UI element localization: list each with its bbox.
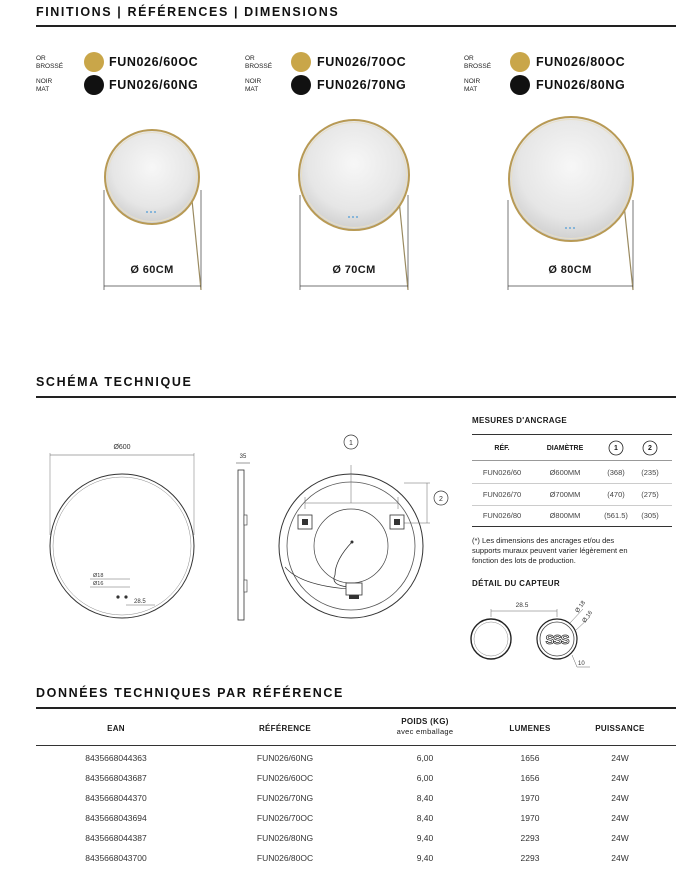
cell-lumenes: 1656 [520, 773, 540, 783]
diameter-80-label: Ø 80CM [548, 264, 592, 276]
anchor-cell-2: (275) [641, 490, 659, 499]
cell-ean: 8435668044387 [85, 833, 147, 843]
sensor-10-label: 10 [578, 661, 585, 667]
table-header-ean: EAN [107, 724, 125, 733]
gold-swatch [84, 52, 104, 72]
table-header-poids: POIDS (KG) avec emballage [396, 717, 454, 736]
cell-ean: 8435668043694 [85, 813, 147, 823]
cell-ean: 8435668043700 [85, 853, 147, 863]
cell-poids: 9,40 [416, 853, 434, 863]
gold-ref: FUN026/80OC [536, 55, 626, 69]
cell-puissance: 24W [611, 753, 629, 763]
gold-ref: FUN026/70OC [317, 55, 407, 69]
anchor-cell-diameter: Ø600MM [549, 468, 581, 477]
anchor-cell-diameter: Ø700MM [549, 490, 581, 499]
anchor-cell-ref: FUN026/70 [482, 490, 522, 499]
anchor-top-rule [472, 434, 672, 435]
sensor-d16-detail-label: Ø 16 [581, 610, 595, 625]
sensor-width-label: 28.5 [515, 602, 529, 609]
callout-1-label: 1 [349, 440, 353, 447]
sensor-detail-title: DÉTAIL DU CAPTEUR [472, 579, 560, 588]
gold-ref: FUN026/60OC [109, 55, 199, 69]
front-view [50, 444, 194, 618]
cell-ref: FUN026/80NG [256, 833, 314, 843]
gold-finish-label: OR BROSSÉ [464, 55, 492, 70]
anchor-bottom-rule [472, 526, 672, 527]
anchor-cell-2: (305) [641, 511, 659, 520]
sensor-d18-label: Ø18 [93, 573, 104, 579]
gold-finish-label: OR BROSSÉ [245, 55, 273, 70]
cell-puissance: 24W [611, 793, 629, 803]
diameter-60-label: Ø 60CM [130, 264, 174, 276]
anchor-header-ref: RÉF. [494, 445, 510, 452]
black-ref: FUN026/70NG [317, 78, 407, 92]
cell-poids: 8,40 [416, 793, 434, 803]
anchor-header-diameter: DIAMÈTRE [546, 445, 584, 452]
depth-label: 35 [239, 454, 247, 460]
anchor-header-callout-2: 2 [648, 445, 652, 452]
black-finish-label: NOIR MAT [464, 78, 481, 93]
schema-rule [36, 396, 676, 398]
anchor-cell-2: (235) [641, 468, 659, 477]
table-header-puissance: PUISSANCE [595, 724, 645, 733]
gold-swatch [291, 52, 311, 72]
diameter-70-label: Ø 70CM [332, 264, 376, 276]
cell-ean: 8435668043687 [85, 773, 147, 783]
cell-puissance: 24W [611, 813, 629, 823]
table-header-lumenes: LUMENES [509, 724, 551, 733]
black-swatch [291, 75, 311, 95]
cell-lumenes: 2293 [520, 833, 540, 843]
cell-puissance: 24W [611, 773, 629, 783]
schema-title: SCHÉMA TECHNIQUE [36, 375, 193, 389]
table-header-ref: RÉFÉRENCE [258, 724, 312, 733]
cell-ref: FUN026/80OC [256, 853, 314, 863]
table-header-rule [36, 745, 676, 746]
anchor-row-rule [472, 505, 672, 506]
anchor-cell-ref: FUN026/80 [482, 511, 522, 520]
callout-2-label: 2 [439, 496, 443, 503]
donnees-rule [36, 707, 676, 709]
cell-poids: 6,00 [416, 773, 434, 783]
anchor-row-rule [472, 483, 672, 484]
cell-ean: 8435668044370 [85, 793, 147, 803]
technical-drawing [30, 425, 460, 675]
black-ref: FUN026/60NG [109, 78, 199, 92]
cell-puissance: 24W [611, 833, 629, 843]
black-finish-label: NOIR MAT [36, 78, 53, 93]
side-view [236, 454, 250, 620]
sensor-d18-detail-label: Ø 18 [574, 600, 588, 615]
sensor-offset-label: 28.5 [134, 599, 146, 605]
black-ref: FUN026/80NG [536, 78, 626, 92]
sensor-d16-label: Ø16 [93, 581, 104, 587]
cell-ref: FUN026/70OC [256, 813, 314, 823]
cell-ean: 8435668044363 [85, 753, 147, 763]
anchor-header-rule [472, 460, 672, 461]
cell-ref: FUN026/60NG [256, 753, 314, 763]
gold-finish-label: OR BROSSÉ [36, 55, 64, 70]
cell-lumenes: 1656 [520, 753, 540, 763]
gold-swatch [510, 52, 530, 72]
anchor-cell-1: (470) [607, 490, 625, 499]
black-finish-label: NOIR MAT [245, 78, 262, 93]
cell-poids: 8,40 [416, 813, 434, 823]
black-swatch [84, 75, 104, 95]
finitions-title: FINITIONS | RÉFÉRENCES | DIMENSIONS [36, 5, 340, 19]
anchor-cell-1: (561.5) [604, 511, 628, 520]
front-diameter-label: Ø600 [113, 444, 131, 451]
anchor-title: MESURES D'ANCRAGE [472, 416, 568, 425]
cell-poids: 6,00 [416, 753, 434, 763]
cell-puissance: 24W [611, 853, 629, 863]
anchor-header-callout-1: 1 [614, 445, 618, 452]
svg-text:SSS: SSS [545, 632, 569, 647]
anchor-cell-1: (368) [607, 468, 625, 477]
back-view [279, 435, 448, 618]
anchor-cell-ref: FUN026/60 [482, 468, 522, 477]
cell-lumenes: 2293 [520, 853, 540, 863]
anchor-note: (*) Les dimensions des ancrages et/ou des supports muraux peuvent varier légèrement en fonction des lots de production. [472, 536, 628, 565]
cell-ref: FUN026/70NG [256, 793, 314, 803]
cell-ref: FUN026/60OC [256, 773, 314, 783]
cell-lumenes: 1970 [520, 813, 540, 823]
cell-poids: 9,40 [416, 833, 434, 843]
donnees-title: DONNÉES TECHNIQUES PAR RÉFÉRENCE [36, 686, 344, 700]
finitions-rule [36, 25, 676, 27]
anchor-cell-diameter: Ø800MM [549, 511, 581, 520]
cell-lumenes: 1970 [520, 793, 540, 803]
sensor-detail-drawing [465, 595, 600, 675]
black-swatch [510, 75, 530, 95]
